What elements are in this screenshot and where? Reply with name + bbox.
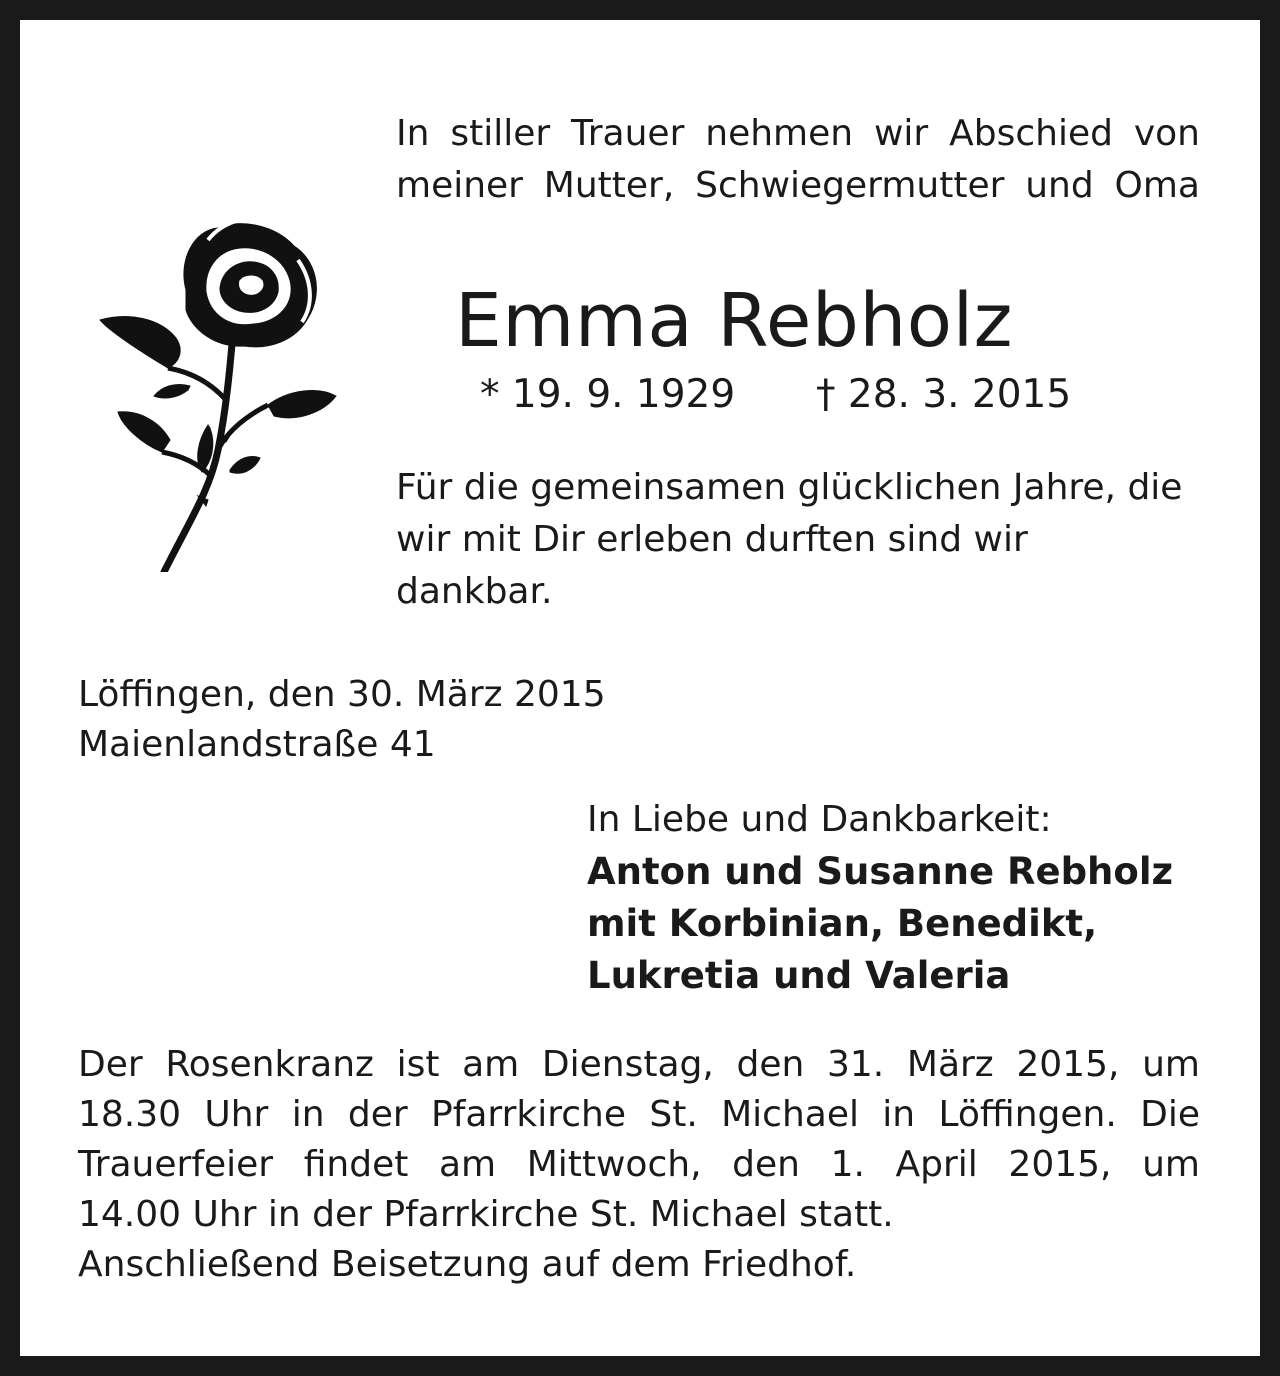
deceased-name: Emma Rebholz [455, 278, 1013, 364]
notice-line-4: 14.00 Uhr in der Pfarrkirche St. Michael statt. [78, 1194, 894, 1235]
intro-text [396, 108, 1200, 212]
notice-line-1: Der Rosenkranz ist am Dienstag, den 31. März 2015, um [78, 1044, 1200, 1085]
notice-line-2: 18.30 Uhr in der Pfarrkirche St. Michael in Löffingen. Die [78, 1094, 1200, 1135]
signoff: In Liebe und Dankbarkeit: [587, 799, 1052, 840]
notice-line-5: Anschließend Beisetzung auf dem Friedhof. [78, 1244, 857, 1285]
service-notice [78, 1040, 1200, 1290]
mourners-line-2: mit Korbinian, Benedikt, [587, 902, 1098, 945]
address: Maienlandstraße 41 [78, 724, 436, 765]
intro-line-2: meiner Mutter, Schwiegermutter und Oma [396, 165, 1200, 206]
notice-line-3: Trauerfeier findet am Mittwoch, den 1. April 2015, um [78, 1144, 1200, 1185]
obituary-notice [20, 20, 1260, 1356]
mourners [587, 846, 1173, 1002]
intro-line-1: In stiller Trauer nehmen wir Abschied von [396, 113, 1200, 154]
mourners-line-1: Anton und Susanne Rebholz [587, 850, 1174, 893]
rose-icon [98, 200, 338, 572]
thanks-text: Für die gemeinsamen glücklichen Jahre, die wir mit Dir erleben durften sind wir dankbar. [396, 467, 1183, 612]
death-date: † 28. 3. 2015 [816, 372, 1072, 417]
place-and-date: Löffingen, den 30. März 2015 [78, 674, 606, 715]
birth-date: * 19. 9. 1929 [480, 372, 736, 417]
mourners-line-3: Lukretia und Valeria [587, 954, 1011, 997]
